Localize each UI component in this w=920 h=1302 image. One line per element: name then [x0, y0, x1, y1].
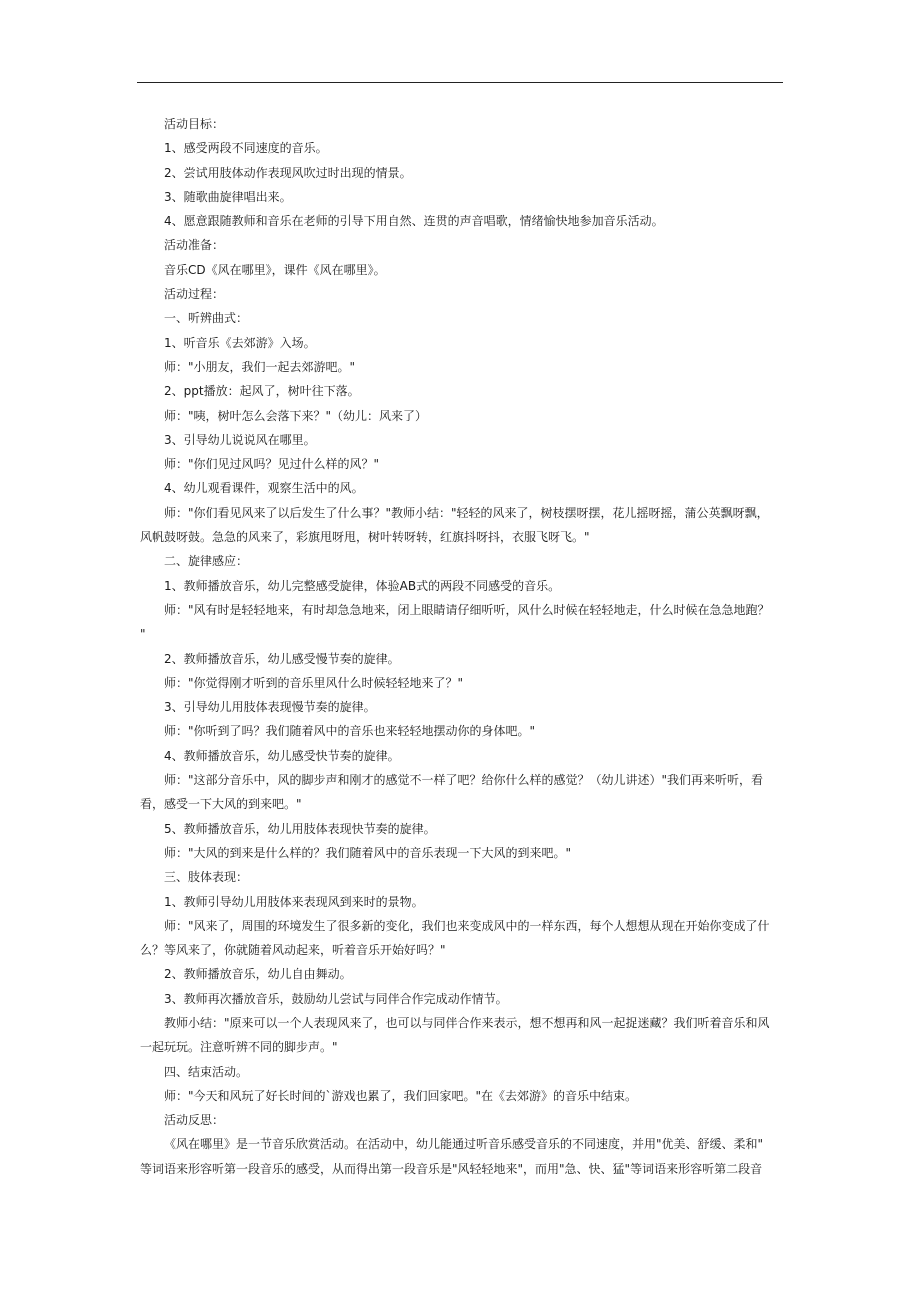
text-line: 4、教师播放音乐，幼儿感受快节奏的旋律。 — [164, 748, 400, 763]
text-line: 活动目标： — [164, 117, 225, 131]
text-line: 2、教师播放音乐，幼儿感受慢节奏的旋律。 — [164, 651, 400, 666]
text-line: 师："今天和风玩了好长时间的`游戏也累了，我们回家吧。"在《去郊游》的音乐中结束。 — [164, 1088, 638, 1103]
header-rule — [137, 82, 783, 83]
text-line: 活动准备： — [164, 238, 225, 253]
text-line: 么？等风来了，你就随着风动起来，听着音乐开始好吗？" — [140, 943, 446, 958]
text-line: " — [140, 627, 146, 642]
text-line: 一、听辨曲式： — [164, 311, 249, 326]
text-line: 四、结束活动。 — [164, 1064, 249, 1079]
text-line: 1、教师播放音乐，幼儿完整感受旋律，体验AB式的两段不同感受的音乐。 — [164, 578, 561, 593]
text-line: 师："风有时是轻轻地来，有时却急急地来，闭上眼睛请仔细听听，风什么时候在轻轻地走，什么时候在急急地跑？ — [164, 602, 770, 617]
text-line: 3、随歌曲旋律唱出来。 — [164, 189, 292, 204]
document-body — [140, 112, 792, 1181]
text-line: 师："你觉得刚才听到的音乐里风什么时候轻轻地来了？" — [164, 675, 464, 690]
text-line: 3、引导幼儿用肢体表现慢节奏的旋律。 — [164, 700, 376, 715]
text-line: 师："大风的到来是什么样的？我们随着风中的音乐表现一下大风的到来吧。" — [164, 845, 572, 860]
text-line: 活动反思： — [164, 1113, 225, 1128]
text-line: 5、教师播放音乐，幼儿用肢体表现快节奏的旋律。 — [164, 821, 436, 836]
text-line: 师："小朋友，我们一起去郊游吧。" — [164, 359, 356, 374]
text-line: 音乐CD《风在哪里》，课件《风在哪里》。 — [164, 262, 386, 277]
text-line: 2、教师播放音乐，幼儿自由舞动。 — [164, 967, 352, 982]
text-line: 师："你们看见风来了以后发生了什么事？"教师小结："轻轻的风来了，树枝摆呀摆，花儿摇呀摇，蒲公英飘呀飘， — [164, 505, 769, 520]
text-line: 1、感受两段不同速度的音乐。 — [164, 141, 328, 156]
text-line: 三、肢体表现： — [164, 870, 249, 885]
text-line: 2、尝试用肢体动作表现风吹过时出现的情景。 — [164, 165, 412, 180]
text-line: 1、教师引导幼儿用肢体来表现风到来时的景物。 — [164, 894, 424, 909]
text-line: 教师小结："原来可以一个人表现风来了，也可以与同伴合作来表示，想不想再和风一起捉迷藏？我们听着音乐和风 — [164, 1015, 770, 1030]
text-line: 师："这部分音乐中，风的脚步声和刚才的感觉不一样了吧？给你什么样的感觉？（幼儿讲述）"我们再来听听，看 — [164, 773, 764, 788]
text-line: 4、幼儿观看课件，观察生活中的风。 — [164, 481, 364, 496]
text-line: 师："风来了，周围的环境发生了很多新的变化，我们也来变成风中的一样东西，每个人想想从现在开始你变成了什 — [164, 918, 770, 933]
text-line: 3、引导幼儿说说风在哪里。 — [164, 432, 316, 447]
text-line: 师："你听到了吗？我们随着风中的音乐也来轻轻地摆动你的身体吧。" — [164, 724, 536, 739]
text-line: 师："咦，树叶怎么会落下来？"（幼儿：风来了） — [164, 408, 428, 423]
text-line: 二、旋律感应： — [164, 554, 249, 569]
text-line: 风帆鼓呀鼓。急急的风来了，彩旗甩呀甩，树叶转呀转，红旗抖呀抖，衣服飞呀飞。" — [140, 530, 590, 545]
text-line: 《风在哪里》是一节音乐欣赏活动。在活动中，幼儿能通过听音乐感受音乐的不同速度，并用"优美、舒缓、柔和" — [164, 1137, 764, 1152]
text-line: 一起玩玩。注意听辨不同的脚步声。" — [140, 1040, 338, 1055]
text-line: 4、愿意跟随教师和音乐在老师的引导下用自然、连贯的声音唱歌，情绪愉快地参加音乐活动。 — [164, 214, 664, 229]
text-line: 看，感受一下大风的到来吧。" — [140, 797, 302, 812]
text-line: 3、教师再次播放音乐，鼓励幼儿尝试与同伴合作完成动作情节。 — [164, 991, 508, 1006]
text-line: 活动过程： — [164, 287, 225, 302]
text-line: 1、听音乐《去郊游》入场。 — [164, 335, 316, 350]
text-line: 等词语来形容听第一段音乐的感受，从而得出第一段音乐是"风轻轻地来"，而用"急、快、猛"等词语来形容听第二段音 — [140, 1161, 763, 1176]
text-line: 师："你们见过风吗？见过什么样的风？" — [164, 457, 380, 472]
text-line: 2、ppt播放：起风了，树叶往下落。 — [164, 384, 360, 399]
